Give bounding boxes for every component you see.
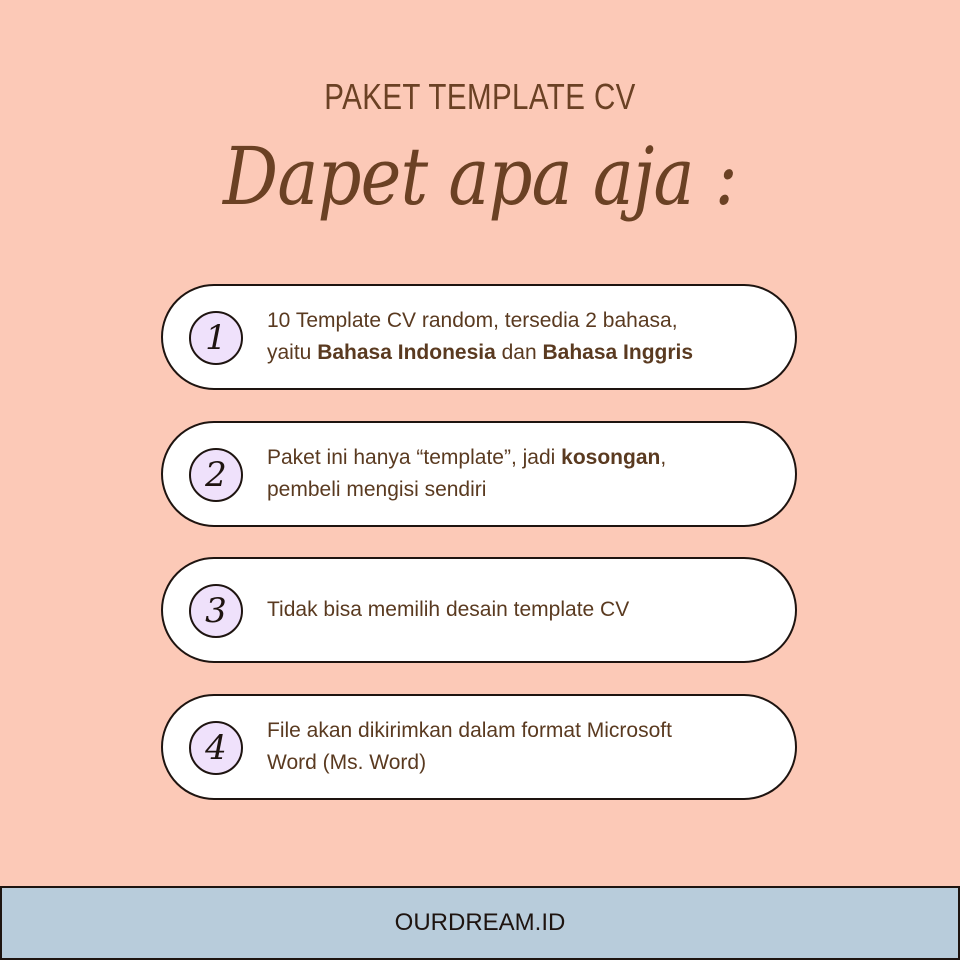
feature-3-line-1: Tidak bisa memilih desain template CV [267, 598, 630, 621]
feature-1-line-1: 10 Template CV random, tersedia 2 bahasa, [267, 309, 678, 332]
number-badge-3: 3 [189, 584, 243, 638]
eyebrow-title: PAKET TEMPLATE CV [324, 76, 636, 117]
feature-1-highlight-indonesia: Bahasa Indonesia [317, 341, 496, 364]
feature-2-highlight-kosongan: kosongan [561, 446, 661, 469]
number-badge-4: 4 [189, 721, 243, 775]
feature-card-4 [161, 694, 797, 800]
feature-1-line-2-mid: dan [495, 341, 543, 364]
number-badge-2: 2 [189, 448, 243, 502]
headline: Dapet apa aja : [223, 130, 737, 223]
feature-2-line-1-start: Paket ini hanya “template”, jadi [267, 446, 562, 469]
feature-1-highlight-inggris: Bahasa Inggris [542, 341, 694, 364]
feature-4-line-2: Word (Ms. Word) [267, 751, 427, 774]
feature-text-3 [267, 559, 755, 661]
feature-4-line-1: File akan dikirimkan dalam format Microsoft [267, 719, 672, 742]
footer-brand: OURDREAM.ID [394, 909, 566, 936]
feature-card-1 [161, 284, 797, 390]
feature-text-1 [267, 286, 755, 388]
feature-1-line-2-start: yaitu [267, 341, 318, 364]
number-badge-1: 1 [189, 311, 243, 365]
feature-text-4 [267, 696, 755, 798]
feature-2-line-1-end: , [660, 446, 667, 469]
feature-card-3 [161, 557, 797, 663]
feature-card-2 [161, 421, 797, 527]
feature-text-2 [267, 423, 755, 525]
footer-bar [0, 886, 960, 960]
feature-2-line-2: pembeli mengisi sendiri [267, 478, 487, 501]
